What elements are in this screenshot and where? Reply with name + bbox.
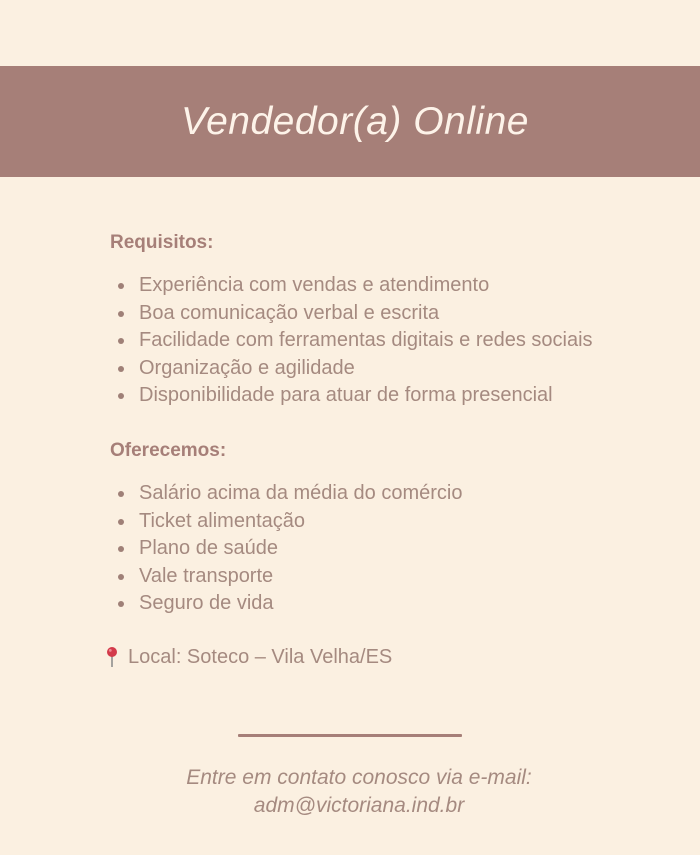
title-banner [0,66,700,177]
map-pin-icon [104,646,120,668]
contact-info [0,764,700,820]
list-item: Facilidade com ferramentas digitais e redes sociais [110,327,650,355]
list-item: Organização e agilidade [110,355,650,383]
list-item: Boa comunicação verbal e escrita [110,300,650,328]
list-item: Ticket alimentação [110,508,650,536]
offer-heading: Oferecemos: [110,439,227,461]
requirements-list [110,272,650,410]
list-item: Plano de saúde [110,535,650,563]
list-item: Vale transporte [110,563,650,591]
divider [238,734,462,737]
location [104,644,650,671]
offer-section [110,436,650,618]
offer-list [110,480,650,618]
job-title: Vendedor(a) Online [181,99,529,143]
location-text: Local: Soteco – Vila Velha/ES [128,645,393,668]
list-item: Seguro de vida [110,590,650,618]
list-item: Experiência com vendas e atendimento [110,272,650,300]
list-item: Disponibilidade para atuar de forma presencial [110,382,650,410]
list-item: Salário acima da média do comércio [110,480,650,508]
contact-prompt: Entre em contato conosco via e-mail: [186,766,532,789]
contact-email[interactable]: adm@victoriana.ind.br [253,794,465,817]
requirements-heading: Requisitos: [110,232,214,253]
job-details [110,228,650,671]
